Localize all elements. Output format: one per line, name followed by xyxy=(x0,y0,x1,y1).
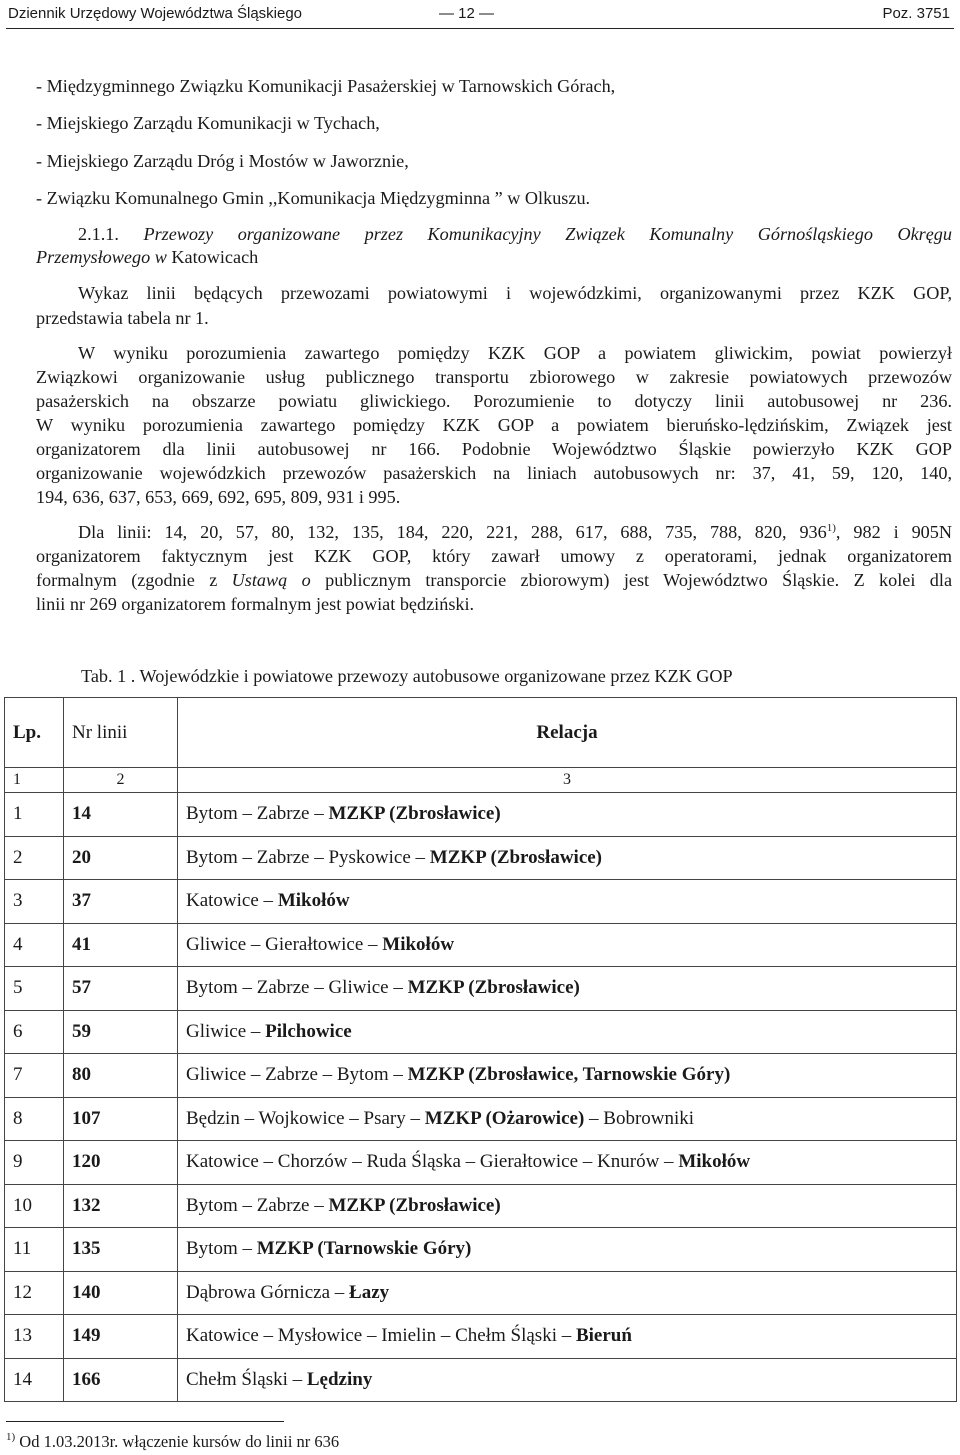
route-stops: Bytom – Zabrze – Pyskowice – xyxy=(186,846,426,868)
table-caption: Tab. 1 . Wojewódzkie i powiatowe przewozy autobusowe organizowane przez KZK GOP xyxy=(81,666,733,686)
row-lp: 12 xyxy=(5,1271,64,1315)
row-route xyxy=(178,1141,957,1185)
column-number: 1 xyxy=(5,768,64,793)
route-stops: Katowice – Mysłowice – Imielin – Chełm Śląski – xyxy=(186,1325,572,1347)
row-line-number: 107 xyxy=(64,1097,178,1141)
route-destination: Lędziny xyxy=(306,1368,373,1390)
table-row xyxy=(5,1141,957,1185)
route-stops: Będzin – Wojkowice – Psary – xyxy=(186,1107,421,1129)
row-lp: 14 xyxy=(5,1358,64,1402)
row-route xyxy=(178,1315,957,1359)
route-stops: Gliwice – xyxy=(186,1020,261,1042)
row-lp: 11 xyxy=(5,1228,64,1272)
row-line-number: 140 xyxy=(64,1271,178,1315)
paragraph-line: formalnym (zgodnie z Ustawą o publicznym transporcie zbiorowym) jest Województwo Śląskie. Z kolei dla xyxy=(36,570,953,590)
row-route xyxy=(178,880,957,924)
row-line-number: 57 xyxy=(64,967,178,1011)
journal-title: Dziennik Urzędowy Województwa Śląskiego xyxy=(8,5,303,22)
row-line-number: 132 xyxy=(64,1184,178,1228)
route-destination: Mikołów xyxy=(382,933,455,955)
table-header-row xyxy=(5,698,957,768)
table-row xyxy=(5,1054,957,1098)
row-line-number: 120 xyxy=(64,1141,178,1185)
row-lp: 2 xyxy=(5,836,64,880)
route-stops: Dąbrowa Górnicza – xyxy=(186,1281,345,1303)
route-stops: Bytom – Zabrze – xyxy=(186,1194,324,1216)
paragraph-line: przedstawia tabela nr 1. xyxy=(36,308,209,328)
table-row xyxy=(5,1358,957,1402)
route-destination: Pilchowice xyxy=(265,1020,352,1042)
row-line-number: 135 xyxy=(64,1228,178,1272)
page-number: — 12 — xyxy=(439,5,495,22)
route-destination: Bieruń xyxy=(575,1325,632,1347)
row-route xyxy=(178,1184,957,1228)
list-item: - Miejskiego Zarządu Komunikacji w Tychach, xyxy=(36,113,380,133)
law-title: Ustawą o xyxy=(231,570,311,590)
route-destination: MZKP (Zbrosławice) xyxy=(429,846,603,868)
row-route xyxy=(178,1010,957,1054)
list-item: - Związku Komunalnego Gmin ,,Komunikacja Międzygminna ” w Olkuszu. xyxy=(36,188,591,208)
row-lp: 7 xyxy=(5,1054,64,1098)
row-line-number: 80 xyxy=(64,1054,178,1098)
table-row xyxy=(5,923,957,967)
table-row xyxy=(5,1097,957,1141)
row-route xyxy=(178,1271,957,1315)
route-destination: MZKP (Tarnowskie Góry) xyxy=(256,1238,472,1260)
footnote-text: Od 1.03.2013r. włączenie kursów do linii nr 636 xyxy=(19,1432,340,1451)
route-stops: Bytom – Zabrze – Gliwice – xyxy=(186,977,403,999)
row-lp: 6 xyxy=(5,1010,64,1054)
footnote xyxy=(6,1431,339,1453)
section-heading-continued: Przemysłowego w Katowicach xyxy=(36,247,259,267)
routes-table xyxy=(4,697,957,1402)
paragraph-line: organizowanie wojewódzkich przewozów pasażerskich na liniach autobusowych nr: 37, 41, 59, 120, 140, xyxy=(36,463,952,483)
row-line-number: 149 xyxy=(64,1315,178,1359)
row-lp: 4 xyxy=(5,923,64,967)
table-row xyxy=(5,1228,957,1272)
row-route xyxy=(178,923,957,967)
paragraph-line: organizatorem dla linii autobusowej nr 166. Podobnie Województwo Śląskie powierzyło KZK GOP xyxy=(36,439,952,459)
table-row xyxy=(5,836,957,880)
paragraph-line: Związkowi organizowanie usług publicznego transportu zbiorowego w zakresie powiatowych przewozów xyxy=(36,367,952,387)
row-line-number: 37 xyxy=(64,880,178,924)
row-lp: 3 xyxy=(5,880,64,924)
row-route xyxy=(178,1054,957,1098)
row-route xyxy=(178,793,957,837)
paragraph-line: organizatorem faktycznym jest KZK GOP, który zawarł umowy z operatorami, jednak organizatorem xyxy=(36,546,952,566)
footnote-mark: 1) xyxy=(6,1431,16,1443)
row-line-number: 59 xyxy=(64,1010,178,1054)
route-destination: Łazy xyxy=(349,1281,390,1303)
row-line-number: 166 xyxy=(64,1358,178,1402)
row-route xyxy=(178,1228,957,1272)
footnote-reference: 1) xyxy=(826,522,836,534)
section-number: 2.1.1. xyxy=(78,224,119,244)
paragraph-line: W wyniku porozumienia zawartego pomiędzy KZK GOP a powiatem gliwickim, powiat powierzył xyxy=(78,343,952,363)
section-heading xyxy=(78,222,952,246)
route-destination: MZKP (Zbrosławice) xyxy=(328,803,501,825)
column-number: 2 xyxy=(64,768,178,793)
row-lp: 13 xyxy=(5,1315,64,1359)
paragraph-line: 194, 636, 637, 653, 669, 692, 695, 809, 931 i 995. xyxy=(36,487,401,507)
route-stops: Bytom – Zabrze – xyxy=(186,803,324,825)
header-route: Relacja xyxy=(178,698,957,768)
row-lp: 1 xyxy=(5,793,64,837)
row-line-number: 41 xyxy=(64,923,178,967)
paragraph-line: Dla linii: 14, 20, 57, 80, 132, 135, 184, 220, 221, 288, 617, 688, 735, 788, 820, 936$^{1)}$, 982 i 905N xyxy=(78,522,953,542)
route-tail: – Bobrowniki xyxy=(589,1107,695,1129)
column-number: 3 xyxy=(178,768,957,793)
route-destination: Mikołów xyxy=(277,890,350,912)
route-destination: MZKP (Ożarowice) xyxy=(424,1107,585,1129)
table-row xyxy=(5,880,957,924)
route-destination: MZKP (Zbrosławice, Tarnowskie Góry) xyxy=(407,1064,731,1086)
route-stops: Katowice – xyxy=(186,890,274,912)
column-number-row xyxy=(5,768,957,793)
paragraph-line: pasażerskich na obszarze powiatu gliwickiego. Porozumienie to dotyczy linii autobusowej nr 236. xyxy=(36,391,952,411)
table-row xyxy=(5,1271,957,1315)
route-destination: MZKP (Zbrosławice) xyxy=(407,977,580,999)
table-row xyxy=(5,967,957,1011)
paragraph-line: linii nr 269 organizatorem formalnym jest powiat będziński. xyxy=(36,594,475,614)
list-item: - Miejskiego Zarządu Dróg i Mostów w Jaworznie, xyxy=(36,151,409,171)
row-lp: 8 xyxy=(5,1097,64,1141)
paragraph-line: W wyniku porozumienia zawartego pomiędzy KZK GOP a powiatem bieruńsko-lędzińskim, Związek jest xyxy=(36,415,952,435)
row-route xyxy=(178,1097,957,1141)
route-stops: Gliwice – Zabrze – Bytom – xyxy=(186,1064,403,1086)
position-number: Poz. 3751 xyxy=(882,5,950,22)
header-line-number: Nr linii xyxy=(64,698,178,768)
table-row xyxy=(5,1184,957,1228)
row-route xyxy=(178,1358,957,1402)
route-stops: Chełm Śląski – xyxy=(186,1368,303,1390)
list-item: - Międzygminnego Związku Komunikacji Pasażerskiej w Tarnowskich Górach, xyxy=(36,76,616,96)
row-lp: 10 xyxy=(5,1184,64,1228)
table-row xyxy=(5,1010,957,1054)
row-route xyxy=(178,836,957,880)
route-destination: Mikołów xyxy=(678,1151,751,1173)
route-stops: Bytom – xyxy=(186,1238,252,1260)
route-destination: MZKP (Zbrosławice) xyxy=(328,1194,501,1216)
row-route xyxy=(178,967,957,1011)
paragraph-line: Wykaz linii będących przewozami powiatowymi i wojewódzkimi, organizowanymi przez KZK GOP, xyxy=(78,283,952,303)
page-header xyxy=(6,2,954,29)
header-lp: Lp. xyxy=(5,698,64,768)
table-row xyxy=(5,793,957,837)
row-lp: 9 xyxy=(5,1141,64,1185)
section-title: Przewozy organizowane przez Komunikacyjny Związek Komunalny Górnośląskiego Okręgu xyxy=(143,224,952,244)
route-stops: Gliwice – Gierałtowice – xyxy=(186,933,378,955)
route-stops: Katowice – Chorzów – Ruda Śląska – Gierałtowice – Knurów – xyxy=(186,1151,674,1173)
footnote-separator xyxy=(6,1421,284,1422)
row-lp: 5 xyxy=(5,967,64,1011)
row-line-number: 14 xyxy=(64,793,178,837)
row-line-number: 20 xyxy=(64,836,178,880)
table-row xyxy=(5,1315,957,1359)
